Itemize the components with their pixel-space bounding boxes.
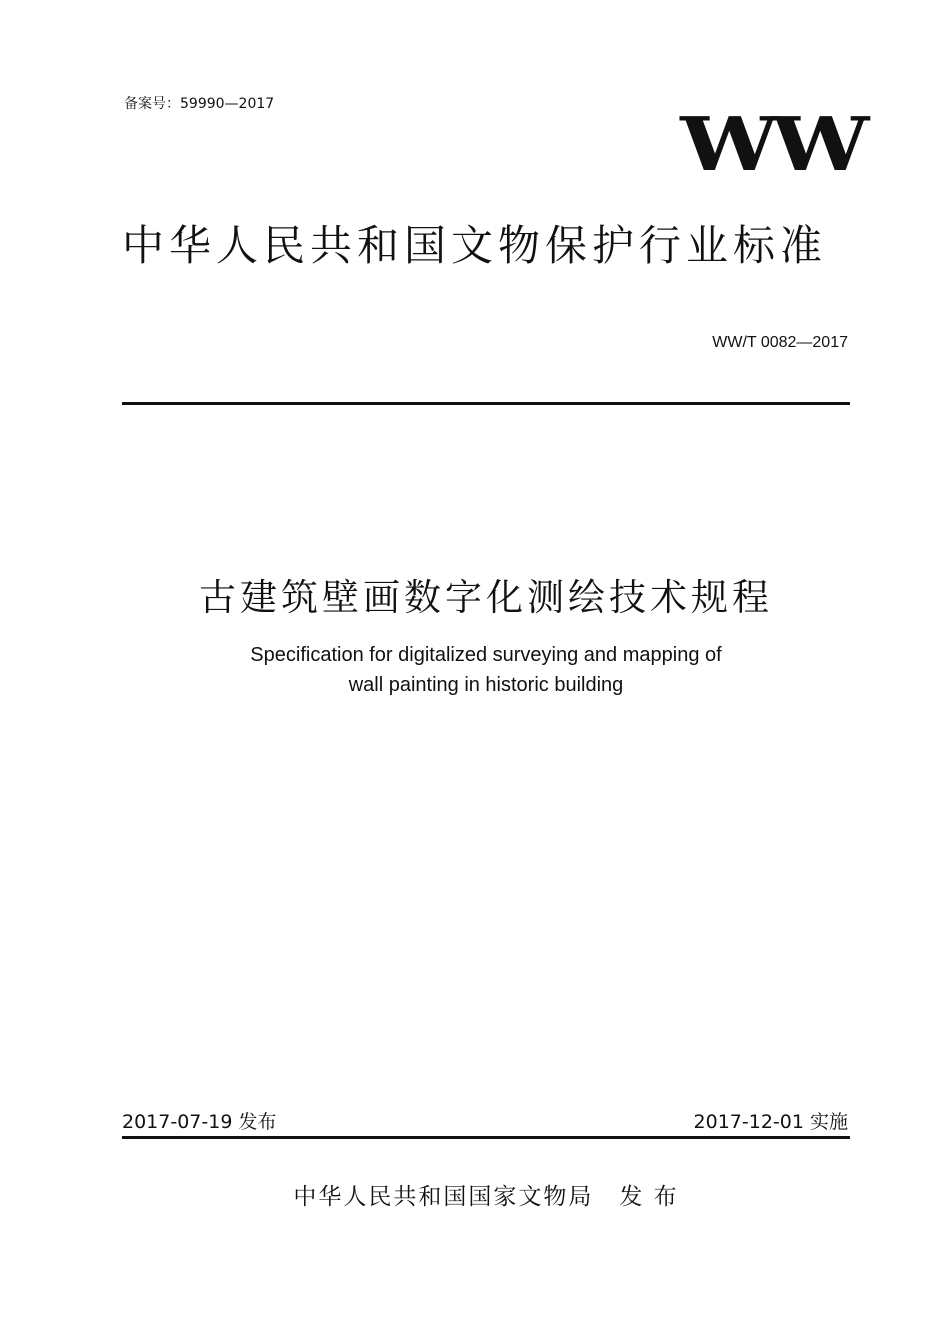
- standard-code: WW/T 0082—2017: [712, 334, 848, 351]
- document-title-english: [0, 640, 950, 700]
- publisher-name: 中华人民共和国国家文物局: [293, 1184, 594, 1210]
- ww-logo: WW: [680, 102, 862, 188]
- document-title-chinese: 古建筑壁画数字化测绘技术规程: [199, 576, 773, 619]
- implementation-date: 2017-12-01 实施: [693, 1111, 848, 1133]
- english-title-line-1: Specification for digitalized surveying and mapping of: [250, 644, 722, 666]
- english-title-line-2: wall painting in historic building: [348, 674, 624, 696]
- standard-category: 中华人民共和国文物保护行业标准: [122, 221, 828, 270]
- issue-date: 2017-07-19 发布: [122, 1111, 277, 1133]
- record-number: 备案号：59990—2017: [124, 96, 275, 112]
- publisher-line: [0, 1178, 950, 1211]
- top-divider: [122, 402, 850, 405]
- bottom-divider: [122, 1136, 850, 1139]
- publish-label: 发 布: [619, 1184, 679, 1210]
